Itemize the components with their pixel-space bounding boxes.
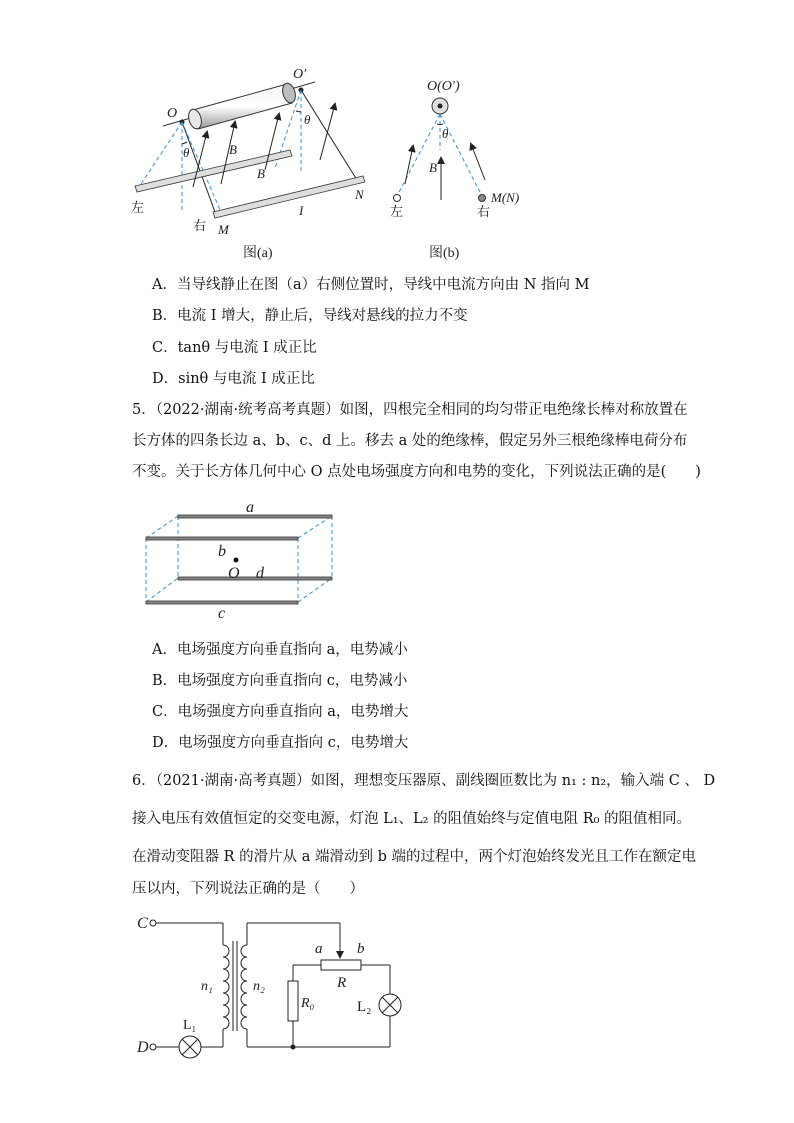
label-b-b: B — [429, 160, 437, 175]
label-theta-left: θ — [183, 145, 190, 160]
label-right-b: 右 — [477, 204, 491, 219]
figure-q5-cuboid — [140, 500, 340, 620]
label-b1: B — [229, 142, 237, 157]
label-n2: n₂ — [253, 979, 265, 994]
q5-stem-line-2: 长方体的四条长边 a、b、c、d 上。移去 a 处的绝缘棒，假定另外三根绝缘棒电荷分布 — [132, 433, 688, 449]
caption-a: 图(a) — [243, 246, 273, 261]
caption-b: 图(b) — [429, 246, 460, 261]
label-mn: M(N) — [491, 190, 520, 205]
label-a: a — [246, 500, 254, 516]
label-c: c — [218, 605, 226, 620]
rod-b — [146, 537, 298, 540]
label-d: d — [256, 565, 264, 582]
figure-a — [125, 62, 385, 272]
terminal-c — [150, 920, 156, 926]
q4-option-a: A．当导线静止在图（a）右侧位置时，导线中电流方向由 N 指向 M — [152, 277, 590, 293]
q6-stem-line-3: 在滑动变阻器 R 的滑片从 a 端滑动到 b 端的过程中，两个灯泡始终发光且工作在额定电 — [132, 849, 696, 865]
label-b-end: b — [357, 941, 365, 957]
label-theta-right: θ — [304, 112, 311, 127]
q5-stem-line-1: 5．（2022·湖南·统考高考真题）如图，四根完全相同的均匀带正电绝缘长棒对称放置在 — [132, 402, 688, 418]
hanging-conductor — [186, 82, 297, 131]
label-l2: L₂ — [357, 999, 372, 1015]
rheostat-r — [321, 960, 361, 970]
q5-stem-line-3: 不变。关于长方体几何中心 O 点处电场强度方向和电势的变化，下列说法正确的是( ) — [132, 464, 701, 480]
label-n1: n₁ — [201, 979, 213, 994]
label-right: 右 — [193, 218, 207, 233]
q5-option-d: D．电场强度方向垂直指向 c，电势增大 — [152, 735, 409, 751]
label-r0: R₀ — [301, 996, 315, 1011]
q6-stem-line-2: 接入电压有效值恒定的交变电源，灯泡 L₁、L₂ 的阻值始终与定值电阻 R₀ 的阻值相同。 — [132, 811, 692, 827]
terminal-d — [150, 1044, 156, 1050]
q5-option-b: B．电场强度方向垂直指向 c，电势减小 — [152, 673, 408, 689]
rod-d — [178, 577, 332, 580]
label-o: O — [228, 565, 240, 582]
label-oo: O(O′) — [427, 79, 460, 94]
label-left: 左 — [131, 200, 145, 215]
q4-option-d: D．sinθ 与电流 I 成正比 — [152, 371, 315, 387]
center-point-o — [234, 558, 239, 563]
label-theta-b: θ — [442, 126, 449, 141]
q6-stem-line-1: 6．（2021·湖南·高考真题）如图，理想变压器原、副线圈匝数比为 n₁ : n₂，输入端 C 、 D — [132, 773, 716, 789]
rail-left-dot — [394, 195, 401, 202]
label-a-end: a — [315, 941, 323, 957]
label-l1: L₁ — [183, 1018, 197, 1033]
lamp-l2 — [379, 994, 401, 1016]
label-c: C — [137, 915, 148, 932]
label-o: O — [167, 106, 178, 121]
q4-option-c: C．tanθ 与电流 I 成正比 — [152, 340, 317, 356]
figure-q6-circuit — [135, 905, 415, 1070]
label-r: R — [337, 975, 347, 991]
q4-option-b: B．电流 I 增大，静止后，导线对悬线的拉力不变 — [152, 308, 468, 324]
junction-dot — [291, 1045, 296, 1050]
label-b2: B — [257, 166, 265, 181]
figure-b — [385, 62, 545, 272]
q5-option-c: C．电场强度方向垂直指向 a，电势增大 — [152, 704, 409, 720]
resistor-r0 — [288, 981, 298, 1021]
rod-c — [146, 601, 298, 604]
rail-right-dot — [479, 195, 486, 202]
q5-option-a: A．电场强度方向垂直指向 a，电势减小 — [152, 642, 408, 658]
label-b: b — [218, 543, 226, 560]
label-d: D — [137, 1039, 149, 1056]
label-i: I — [299, 203, 304, 218]
rod-a — [178, 515, 332, 518]
lamp-l1 — [179, 1036, 201, 1058]
label-m: M — [218, 222, 229, 237]
q6-stem-line-4: 压以内，下列说法正确的是（ ） — [132, 881, 364, 897]
label-o-prime: O′ — [293, 67, 307, 82]
label-n: N — [355, 187, 364, 202]
label-left-b: 左 — [390, 204, 404, 219]
